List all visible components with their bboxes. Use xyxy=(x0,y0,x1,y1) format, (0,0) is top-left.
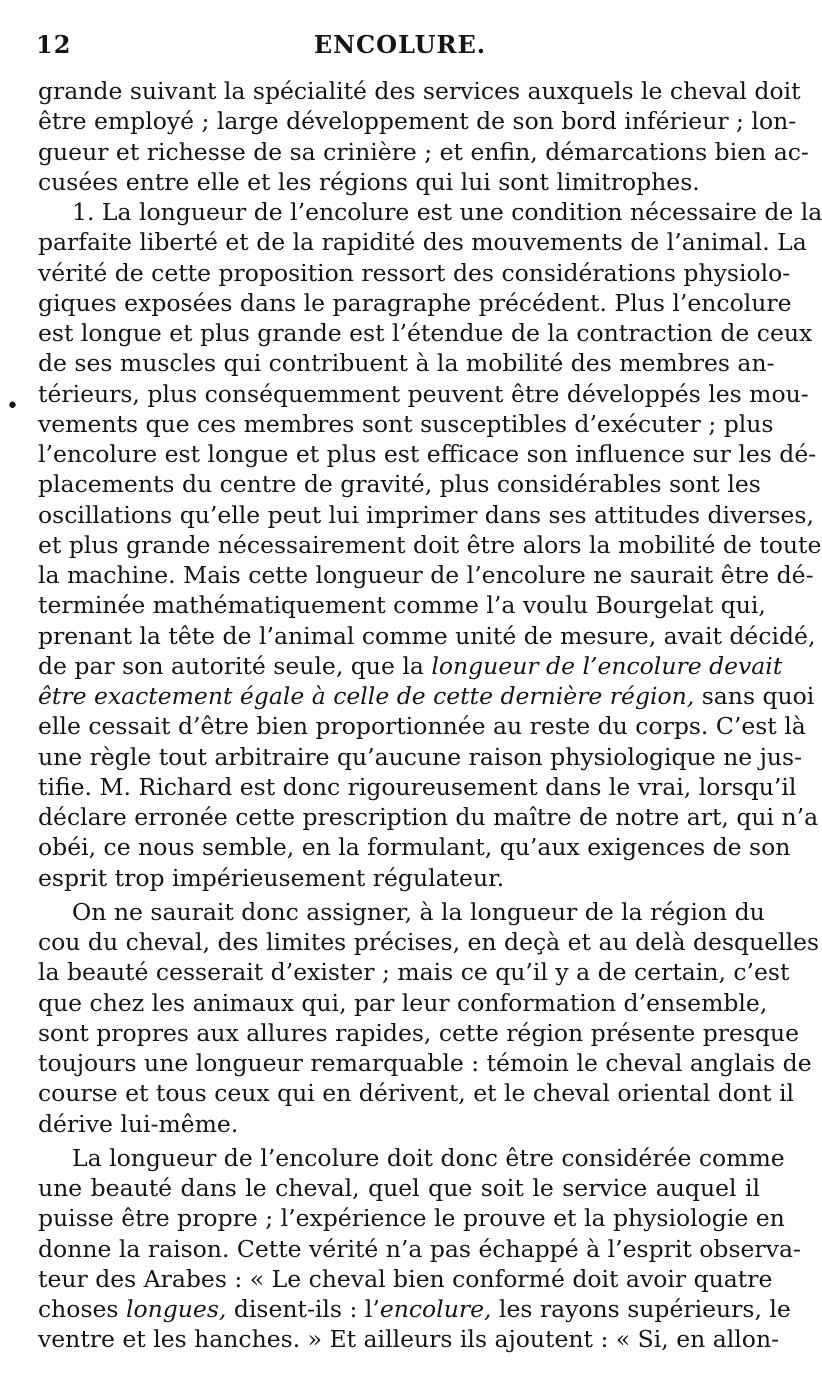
text-line: de ses muscles qui contribuent à la mobilité des membres an- xyxy=(38,349,775,378)
page-number: 12 xyxy=(36,30,72,59)
text-line: La longueur de l’encolure doit donc être considérée comme xyxy=(72,1143,785,1172)
text-line: térieurs, plus conséquemment peuvent être développés les mou- xyxy=(38,379,809,408)
margin-mark: • xyxy=(6,394,19,419)
body-text xyxy=(38,76,822,1355)
text-line: teur des Arabes : « Le cheval bien conformé doit avoir quatre xyxy=(38,1264,773,1293)
text-line: vements que ces membres sont susceptibles d’exécuter ; plus xyxy=(38,409,774,438)
text-line: oscillations qu’elle peut lui imprimer dans ses attitudes diverses, xyxy=(38,500,814,529)
text-line: de par son autorité seule, que la longueur de l’encolure devait xyxy=(38,651,783,680)
text-line: parfaite liberté et de la rapidité des mouvements de l’animal. La xyxy=(38,228,807,257)
text-line: donne la raison. Cette vérité n’a pas échappé à l’esprit observa- xyxy=(38,1234,801,1263)
text-line: obéi, ce nous semble, en la formulant, qu’aux exigences de son xyxy=(38,833,791,862)
page-header xyxy=(36,30,764,62)
text-line: être employé ; large développement de son bord inférieur ; lon- xyxy=(38,107,797,136)
text-line: une beauté dans le cheval, quel que soit le service auquel il xyxy=(38,1174,760,1202)
text-line: elle cessait d’être bien proportionnée au reste du corps. C’est là xyxy=(38,712,806,741)
text-line: choses longues, disent-ils : l’encolure, les rayons supérieurs, le xyxy=(38,1295,791,1323)
text-line: puisse être propre ; l’expérience le prouve et la physiologie en xyxy=(38,1204,785,1233)
text-line: que chez les animaux qui, par leur conformation d’ensemble, xyxy=(38,988,768,1017)
text-line: 1. La longueur de l’encolure est une condition nécessaire de la xyxy=(72,198,822,226)
italic-text: longueur de l’encolure devait xyxy=(431,651,783,680)
text-line: cusées entre elle et les régions qui lui sont limitrophes. xyxy=(38,167,700,196)
text-line: grande suivant la spécialité des services auxquels le cheval doit xyxy=(38,77,801,105)
text-line: la beauté cesserait d’exister ; mais ce qu’il y a de certain, c’est xyxy=(38,958,790,987)
text-line: l’encolure est longue et plus est efficace son influence sur les dé- xyxy=(38,440,817,468)
text-line: course et tous ceux qui en dérivent, et le cheval oriental dont il xyxy=(38,1079,795,1108)
text-line: ventre et les hanches. » Et ailleurs ils ajoutent : « Si, en allon- xyxy=(38,1325,780,1354)
text-line: vérité de cette proposition ressort des considérations physiolo- xyxy=(38,258,791,287)
text-line: être exactement égale à celle de cette dernière région, sans quoi xyxy=(38,682,815,710)
text-line: cou du cheval, des limites précises, en deçà et au delà desquelles xyxy=(38,928,820,956)
text-line: toujours une longueur remarquable : témoin le cheval anglais de xyxy=(38,1049,812,1077)
italic-text: longues, xyxy=(125,1295,227,1323)
text-line: sont propres aux allures rapides, cette région présente presque xyxy=(38,1018,800,1047)
text-line: terminée mathématiquement comme l’a voulu Bourgelat qui, xyxy=(38,591,766,620)
text-line: et plus grande nécessairement doit être alors la mobilité de toute xyxy=(38,530,822,559)
text-line: tifie. M. Richard est donc rigoureusement dans le vrai, lorsqu’il xyxy=(38,772,797,801)
italic-text: encolure, xyxy=(379,1295,492,1323)
text-line: est longue et plus grande est l’étendue de la contraction de ceux xyxy=(38,319,813,347)
text-line: giques exposées dans le paragraphe précédent. Plus l’encolure xyxy=(38,288,792,317)
text-line: On ne saurait donc assigner, à la longueur de la région du xyxy=(72,897,765,926)
text-line: la machine. Mais cette longueur de l’encolure ne saurait être dé- xyxy=(38,561,814,589)
italic-text: être exactement égale à celle de cette dernière région, xyxy=(38,682,695,710)
text-line: déclare erronée cette prescription du maître de notre art, qui n’a xyxy=(38,803,819,831)
text-line: gueur et richesse de sa crinière ; et enfin, démarcations bien ac- xyxy=(38,137,809,166)
text-line: esprit trop impérieusement régulateur. xyxy=(38,863,505,892)
text-line: dérive lui-même. xyxy=(38,1109,239,1138)
text-line: une règle tout arbitraire qu’aucune raison physiologique ne jus- xyxy=(38,742,803,771)
running-title: ENCOLURE. xyxy=(313,30,487,59)
text-line: placements du centre de gravité, plus considérables sont les xyxy=(38,470,761,499)
text-line: prenant la tête de l’animal comme unité de mesure, avait décidé, xyxy=(38,621,816,650)
